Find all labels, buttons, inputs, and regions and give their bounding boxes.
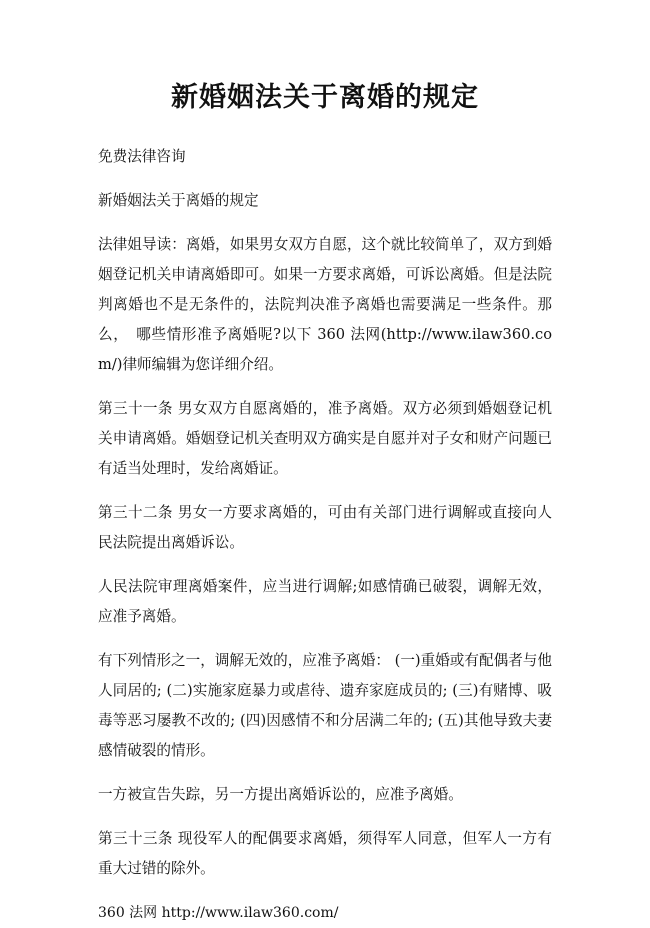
footer-source: 360 法网 http://www.ilaw360.com/ [98,905,339,921]
paragraph-article-33: 第三十三条 现役军人的配偶要求离婚，须得军人同意，但军人一方有重大过错的除外。 [98,830,552,877]
paragraph-intro: 法律姐导读：离婚，如果男女双方自愿，这个就比较简单了，双方到婚姻登记机关申请离婚即可。如果一方要求离婚，可诉讼离婚。但是法院判离婚也不是无条件的，法院判决准予离婚也需要满足一些条件。那么， 哪些情形准予离婚呢?以下 360 法网(http://www.ilaw360.com/)律师编辑为您详细介绍。 [98,236,552,373]
document-title: 新婚姻法关于离婚的规定 [171,82,479,113]
paragraph-consult: 免费法律咨询 [98,148,186,165]
paragraph-article-32: 第三十二条 男女一方要求离婚的，可由有关部门进行调解或直接向人民法院提出离婚诉讼。 [98,504,552,551]
paragraph-subtitle: 新婚姻法关于离婚的规定 [98,192,259,209]
paragraph-court-mediation: 人民法院审理离婚案件，应当进行调解;如感情确已破裂，调解无效，应准予离婚。 [98,578,552,625]
paragraph-divorce-conditions: 有下列情形之一，调解无效的，应准予离婚： (一)重婚或有配偶者与他人同居的; (二)实施家庭暴力或虐待、遗弃家庭成员的; (三)有赌博、吸毒等恶习屡教不改的; (四)因感情不和分居满二年的; (五)其他导致夫妻感情破裂的情形。 [98,652,552,759]
paragraph-missing-spouse: 一方被宣告失踪，另一方提出离婚诉讼的，应准予离婚。 [98,786,463,803]
paragraph-article-31: 第三十一条 男女双方自愿离婚的，准予离婚。双方必须到婚姻登记机关申请离婚。婚姻登记机关查明双方确实是自愿并对子女和财产问题已有适当处理时，发给离婚证。 [98,400,552,477]
